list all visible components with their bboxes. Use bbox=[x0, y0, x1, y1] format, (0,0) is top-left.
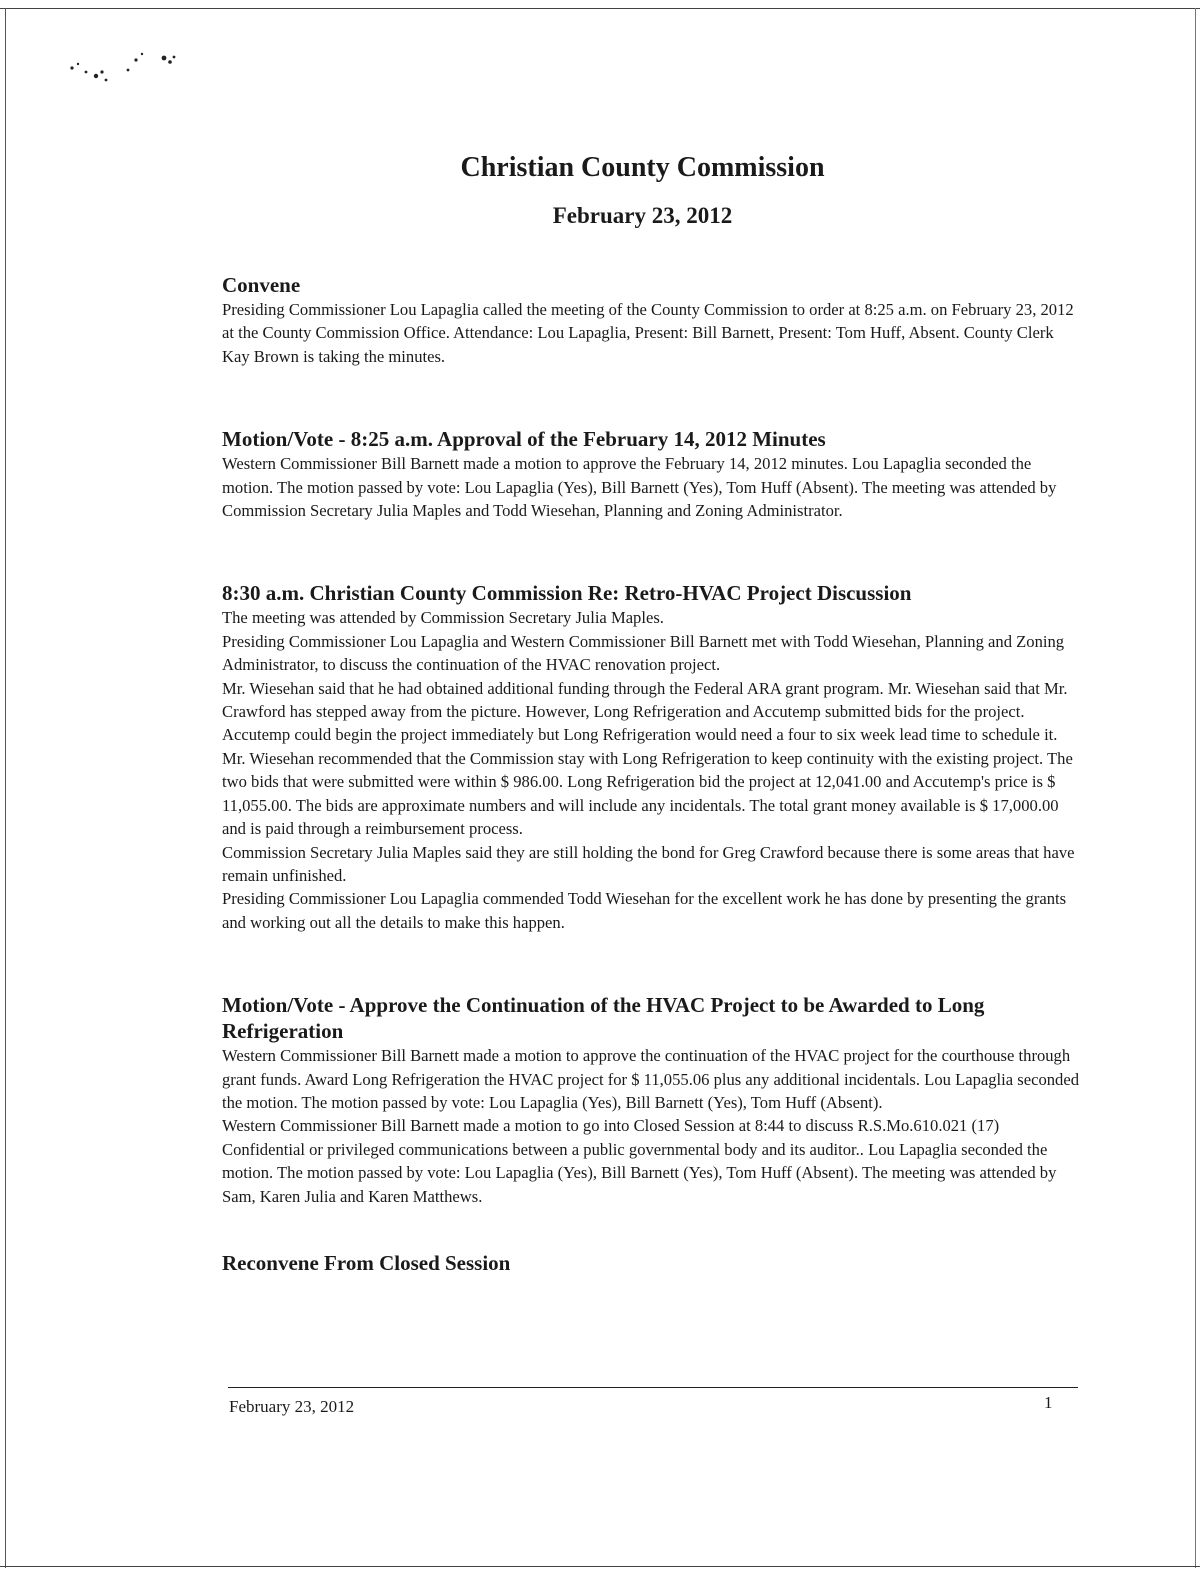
paragraph: Western Commissioner Bill Barnett made a motion to approve the continuation of the HVAC project for the courthouse through grant funds. Award Long Refrigeration the HVAC project for $ 11,055.06 plus any additional incidentals. Lou Lapaglia seconded the motion. The motion passed by vote: Lou Lapaglia (Yes), Bill Barnett (Yes), Tom Huff (Absent). bbox=[222, 1046, 1079, 1112]
page-number: 1 bbox=[1044, 1393, 1053, 1412]
paragraph: Commission Secretary Julia Maples said they are still holding the bond for Greg Crawford because there is some areas that have remain unfinished. bbox=[222, 842, 1075, 885]
section-hvac-discussion bbox=[222, 580, 1082, 934]
section-reconvene bbox=[222, 1250, 1082, 1276]
minutes-body bbox=[222, 272, 1082, 1276]
section-approval-minutes bbox=[222, 426, 1082, 522]
section-heading: Reconvene From Closed Session bbox=[222, 1250, 511, 1275]
section-heading: 8:30 a.m. Christian County Commission Re: Retro-HVAC Project Discussion bbox=[222, 581, 912, 606]
scan-border-right bbox=[1195, 8, 1196, 1568]
paragraph: Mr. Wiesehan said that he had obtained additional funding through the Federal ARA grant program. Mr. Wiesehan said that Mr. Crawford has stepped away from the picture. However, Long Refrigeration and Accutemp submitted bids for the project. Accutemp could begin the project immediately but Long Refrigeration would need a four to six week lead time to schedule it. Mr. Wiesehan recommended that the Commission stay with Long Refrigeration to keep continuity with the existing project. The two bids that were submitted were within $ 986.00. Long Refrigeration bid the project at 12,041.00 and Accutemp's price is $ 11,055.00. The bids are approximate numbers and will include any incidentals. The total grant money available is $ 17,000.00 and is paid through a reimbursement process. bbox=[222, 678, 1073, 839]
footer-divider bbox=[228, 1387, 1078, 1388]
scan-specks bbox=[66, 48, 186, 88]
document-date: February 23, 2012 bbox=[552, 203, 733, 228]
scan-border-left bbox=[5, 8, 6, 1568]
scan-border-bottom bbox=[0, 1566, 1200, 1575]
paragraph: Presiding Commissioner Lou Lapaglia called the meeting of the County Commission to order at 8:25 a.m. on February 23, 2012 at the County Commission Office. Attendance: Lou Lapaglia, Present: Bill Barnett, Present: Tom Huff, Absent. County Clerk Kay Brown is taking the minutes. bbox=[222, 300, 1074, 366]
paragraph: Presiding Commissioner Lou Lapaglia and Western Commissioner Bill Barnett met with Todd Wiesehan, Planning and Zoning Administrator, to discuss the continuation of the HVAC renovation project. bbox=[222, 631, 1065, 675]
document-title: Christian County Commission bbox=[460, 152, 825, 183]
footer-date: February 23, 2012 bbox=[229, 1397, 355, 1416]
section-heading: Motion/Vote - 8:25 a.m. Approval of the February 14, 2012 Minutes bbox=[222, 427, 826, 452]
section-hvac-award bbox=[222, 992, 1082, 1208]
paragraph: Western Commissioner Bill Barnett made a motion to approve the February 14, 2012 minutes. Lou Lapaglia seconded the motion. The motion passed by vote: Lou Lapaglia (Yes), Bill Barnett (Yes), Tom Huff (Absent). The meeting was attended by Commission Secretary Julia Maples and Todd Wiesehan, Planning and Zoning Administrator. bbox=[222, 454, 1057, 521]
paragraph: Western Commissioner Bill Barnett made a motion to go into Closed Session at 8:44 to discuss R.S.Mo.610.021 (17) Confidential or privileged communications between a public governmental body and its auditor.. Lou Lapaglia seconded the motion. The motion passed by vote: Lou Lapaglia (Yes), Bill Barnett (Yes), Tom Huff (Absent). The meeting was attended by Sam, Karen Julia and Karen Matthews. bbox=[222, 1116, 1057, 1206]
paragraph: The meeting was attended by Commission Secretary Julia Maples. bbox=[222, 608, 664, 628]
paragraph: Presiding Commissioner Lou Lapaglia commended Todd Wiesehan for the excellent work he has done by presenting the grants and working out all the details to make this happen. bbox=[222, 889, 1067, 932]
scan-border-top bbox=[0, 0, 1200, 9]
section-heading: Motion/Vote - Approve the Continuation of the HVAC Project to be Awarded to Long Refrigeration bbox=[222, 993, 985, 1044]
section-heading: Convene bbox=[222, 273, 301, 297]
section-convene bbox=[222, 272, 1082, 368]
